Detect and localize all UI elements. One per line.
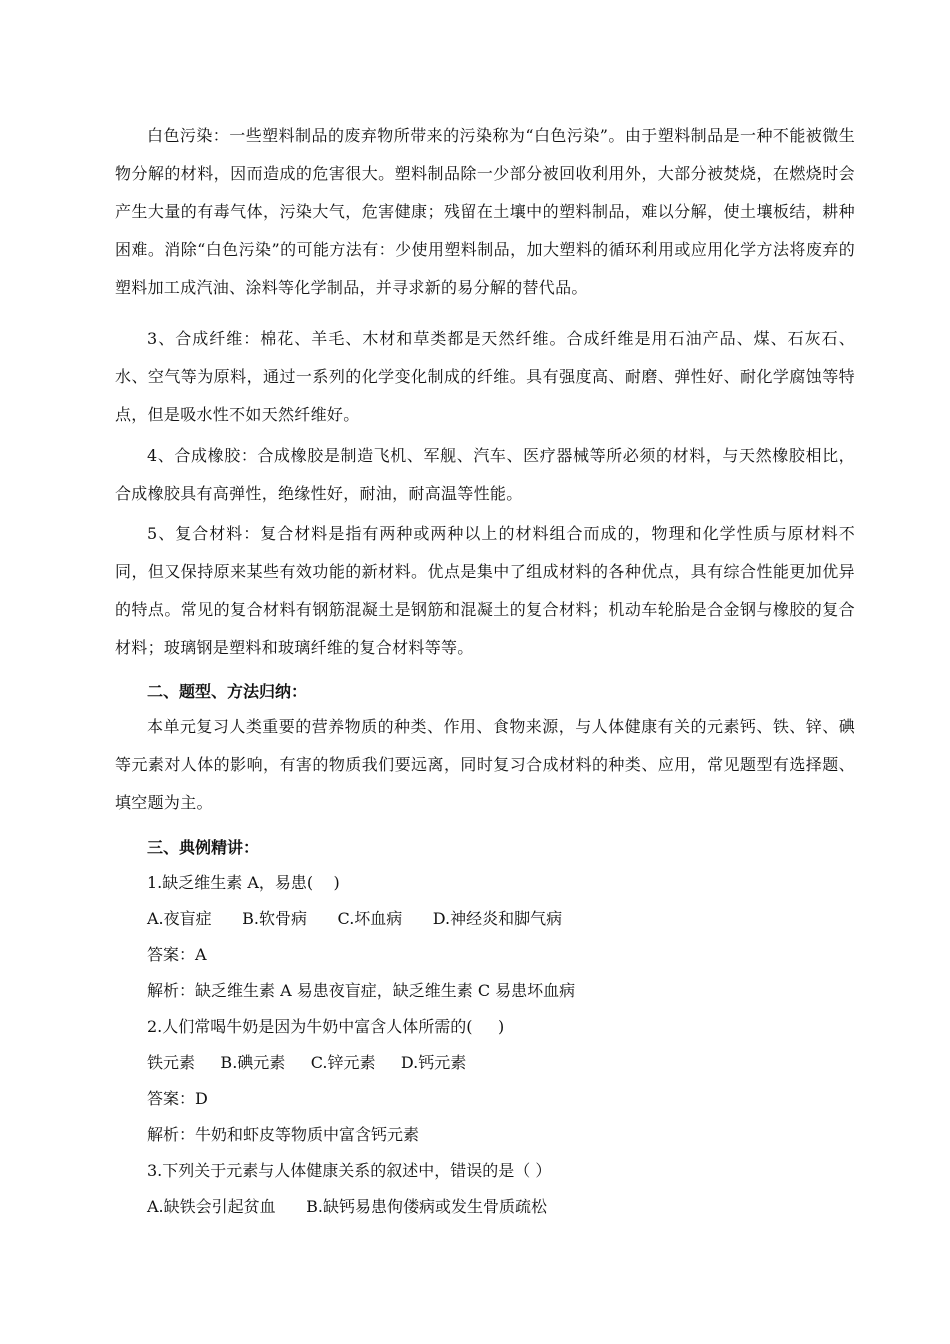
paragraph-synthetic-fiber: 3、合成纤维：棉花、羊毛、木材和草类都是天然纤维。合成纤维是用石油产品、煤、石灰石、水、空气等为原料，通过一系列的化学变化制成的纤维。具有强度高、耐磨、弹性好、耐化学腐蚀等特点，但是吸水性不如天然纤维好。	[115, 329, 855, 424]
question-1-stem: 1.缺乏维生素 A，易患( )	[147, 873, 340, 892]
question-2-options: 铁元素 B.碘元素 C.锌元素 D.钙元素	[147, 1053, 467, 1072]
question-3-options: A.缺铁会引起贫血 B.缺钙易患佝偻病或发生骨质疏松	[147, 1197, 548, 1216]
section-heading-examples: 三、典例精讲：	[147, 838, 260, 857]
paragraph-synthetic-rubber: 4、合成橡胶：合成橡胶是制造飞机、军舰、汽车、医疗器械等所必须的材料，与天然橡胶相比，合成橡胶具有高弹性，绝缘性好，耐油，耐高温等性能。	[115, 446, 855, 503]
question-2-analysis: 解析：牛奶和虾皮等物质中富含钙元素	[147, 1125, 420, 1144]
paragraph-composite-materials: 5、复合材料：复合材料是指有两种或两种以上的材料组合而成的，物理和化学性质与原材料不同，但又保持原来某些有效功能的新材料。优点是集中了组成材料的各种优点，具有综合性能更加优异的特点。常见的复合材料有钢筋混凝土是钢筋和混凝土的复合材料；机动车轮胎是合金钢与橡胶的复合材料；玻璃钢是塑料和玻璃纤维的复合材料等等。	[115, 524, 855, 657]
paragraph-white-pollution: 白色污染：一些塑料制品的废弃物所带来的污染称为“白色污染”。由于塑料制品是一种不能被微生物分解的材料，因而造成的危害很大。塑料制品除一少部分被回收利用外，大部分被焚烧，在燃烧时会产生大量的有毒气体，污染大气，危害健康；残留在土壤中的塑料制品，难以分解，使土壤板结，耕种困难。消除“白色污染”的可能方法有：少使用塑料制品，加大塑料的循环利用或应用化学方法将废弃的塑料加工成汽油、涂料等化学制品，并寻求新的易分解的替代品。	[115, 126, 855, 297]
question-2-answer: 答案：D	[147, 1089, 208, 1108]
section-heading-question-types: 二、题型、方法归纳：	[147, 682, 308, 701]
paragraph-unit-summary: 本单元复习人类重要的营养物质的种类、作用、食物来源，与人体健康有关的元素钙、铁、锌、碘等元素对人体的影响，有害的物质我们要远离，同时复习合成材料的种类、应用，常见题型有选择题、填空题为主。	[115, 717, 855, 812]
question-2-stem: 2.人们常喝牛奶是因为牛奶中富含人体所需的( )	[147, 1017, 505, 1036]
question-1-analysis: 解析：缺乏维生素 A 易患夜盲症，缺乏维生素 C 易患坏血病	[147, 981, 576, 1000]
question-1-options: A.夜盲症 B.软骨病 C.坏血病 D.神经炎和脚气病	[147, 909, 563, 928]
question-1-answer: 答案：A	[147, 945, 207, 964]
question-3-stem: 3.下列关于元素与人体健康关系的叙述中，错误的是（ ）	[147, 1161, 552, 1180]
